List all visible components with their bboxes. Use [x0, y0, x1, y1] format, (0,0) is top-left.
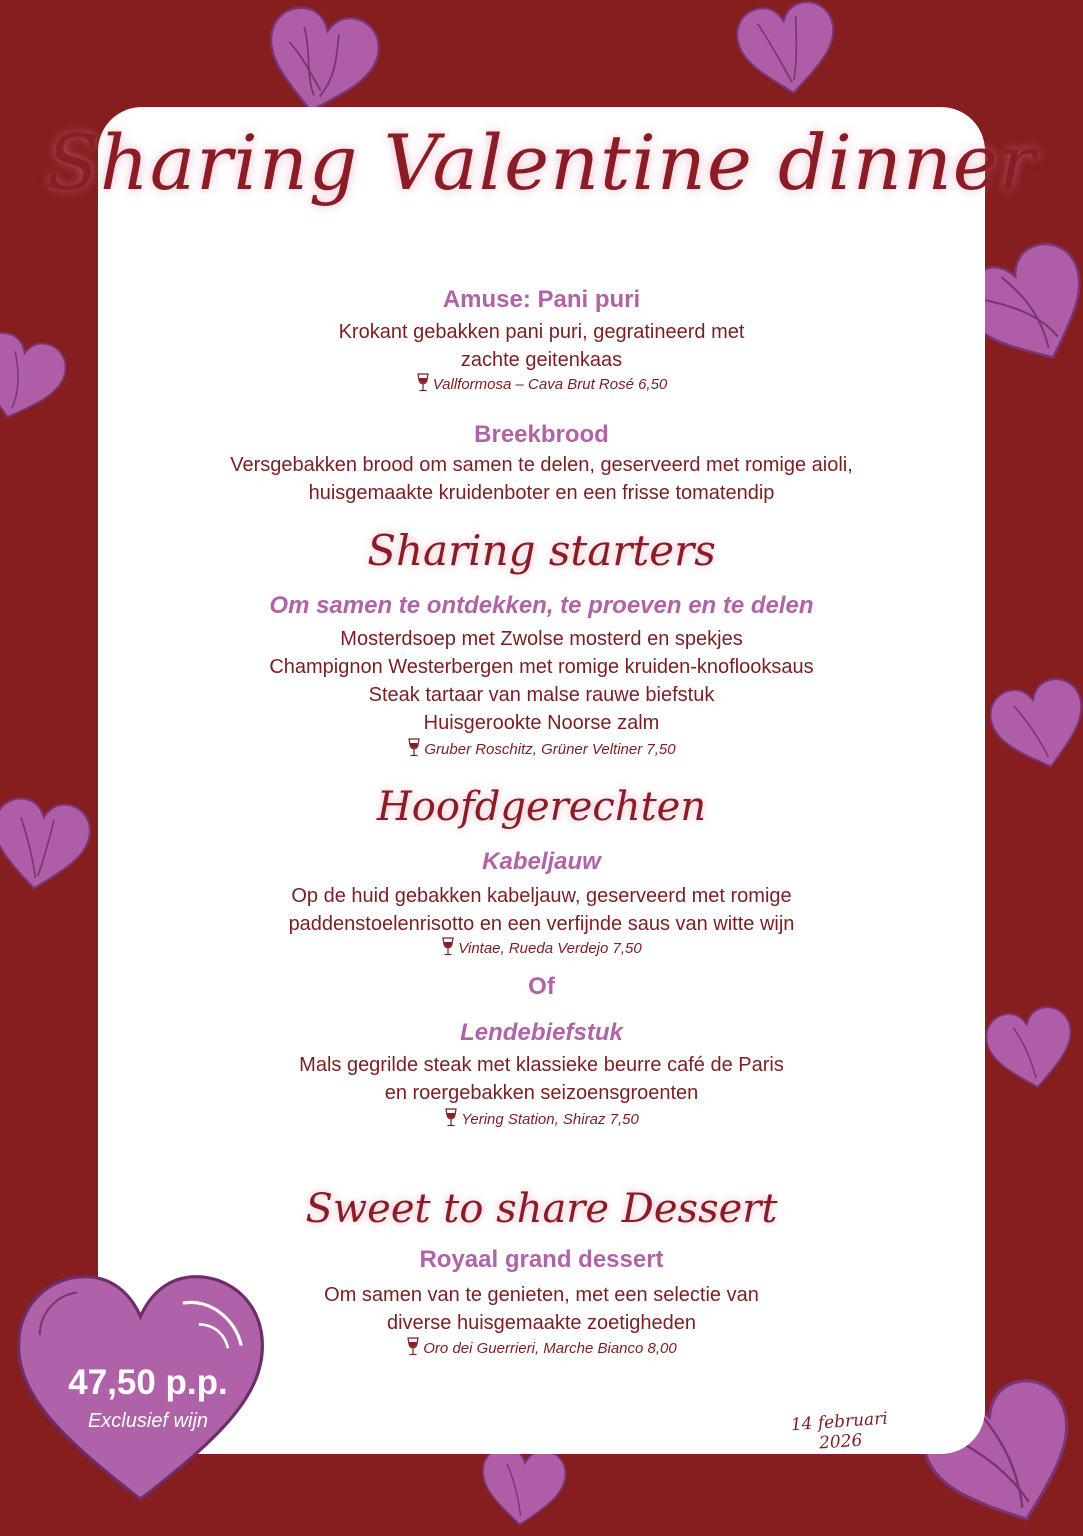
wine-label: Vallformosa – Cava Brut Rosé 6,50 [432, 376, 668, 393]
price-note: Exclusief wijn [87, 1410, 209, 1432]
starters-wine [0, 738, 1083, 760]
amuse-description [0, 318, 1083, 374]
event-date: 14 februari 2026 [790, 1408, 889, 1454]
or-label: Of [528, 973, 555, 1000]
description-line: en roergebakken seizoensgroenten [384, 1082, 699, 1104]
starters-section-title: Sharing starters [367, 526, 716, 575]
description-line: huisgemaakte kruidenboter en een frisse tomatendip [308, 482, 775, 504]
starter-item: Champignon Westerbergen met romige kruiden-knoflooksaus [269, 656, 814, 678]
wine-glass-icon [441, 937, 455, 956]
meat-heading: Lendebiefstuk [460, 1019, 623, 1046]
wine-label: Oro dei Guerrieri, Marche Bianco 8,00 [423, 1340, 677, 1357]
heart-icon [262, 6, 380, 118]
amuse-wine [0, 373, 1083, 395]
wine-label: Gruber Roschitz, Grüner Veltiner 7,50 [424, 741, 676, 758]
wine-glass-icon [406, 1337, 420, 1356]
heart-icon [735, 0, 840, 98]
description-line: Om samen van te genieten, met een selectie van [324, 1284, 759, 1306]
starter-item: Steak tartaar van malse rauwe biefstuk [368, 684, 715, 706]
description-line: diverse huisgemaakte zoetigheden [386, 1312, 697, 1334]
description-line: Mals gegrilde steak met klassieke beurre café de Paris [299, 1054, 784, 1076]
dessert-section-title: Sweet to share Dessert [305, 1186, 778, 1232]
wine-label: Vintae, Rueda Verdejo 7,50 [458, 940, 642, 957]
price-badge [8, 1257, 273, 1519]
wine-label: Yering Station, Shiraz 7,50 [461, 1111, 639, 1128]
description-line: paddenstoelenrisotto en een verfijnde saus van witte wijn [288, 913, 795, 935]
meat-wine [0, 1108, 1083, 1130]
amuse-heading: Amuse: Pani puri [442, 286, 641, 313]
starter-item: Mosterdsoep met Zwolse mosterd en spekjes [340, 628, 743, 650]
fish-heading: Kabeljauw [482, 848, 601, 875]
dessert-heading: Royaal grand dessert [419, 1246, 664, 1273]
wine-glass-icon [444, 1108, 458, 1127]
menu-title: Sharing Valentine dinner [46, 118, 1037, 207]
bread-heading: Breekbrood [474, 421, 609, 448]
starters-list [0, 625, 1083, 737]
wine-glass-icon [407, 738, 421, 757]
fish-wine [0, 937, 1083, 959]
price-amount: 47,50 p.p. [68, 1363, 228, 1402]
mains-section-title: Hoofdgerechten [376, 784, 707, 830]
description-line: zachte geitenkaas [460, 349, 623, 371]
bread-description [0, 451, 1083, 507]
wine-glass-icon [416, 373, 430, 392]
description-line: Krokant gebakken pani puri, gegratineerd met [338, 321, 745, 343]
starters-heading: Om samen te ontdekken, te proeven en te delen [269, 592, 814, 619]
starter-item: Huisgerookte Noorse zalm [423, 712, 660, 734]
description-line: Versgebakken brood om samen te delen, geserveerd met romige aioli, [230, 454, 853, 476]
meat-description [0, 1051, 1083, 1107]
description-line: Op de huid gebakken kabeljauw, geserveerd met romige [291, 885, 792, 907]
fish-description [0, 882, 1083, 938]
